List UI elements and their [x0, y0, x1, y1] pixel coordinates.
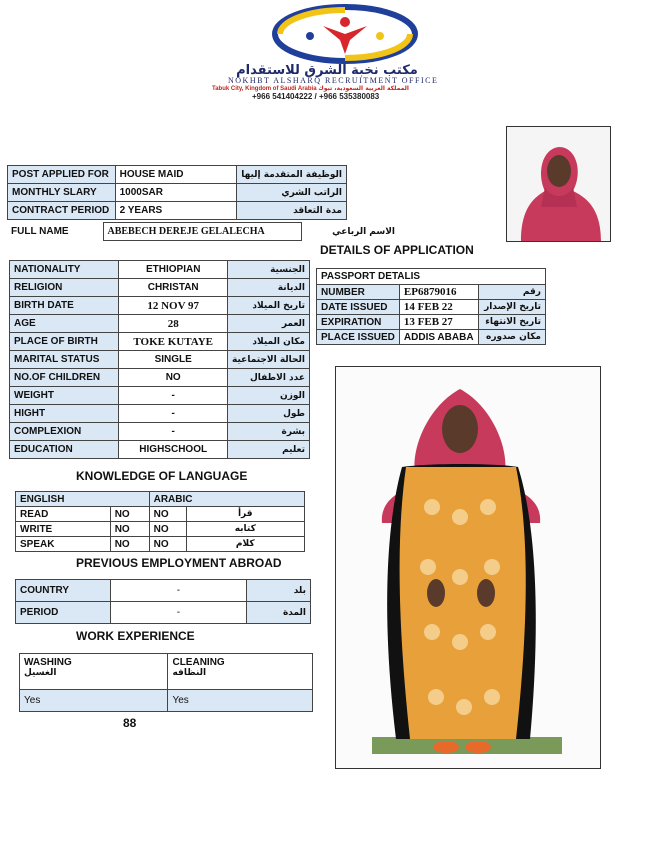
table-row	[16, 602, 311, 624]
full-name-label: FULL NAME	[11, 226, 69, 237]
passport-date-issued-label: DATE ISSUED	[317, 300, 400, 315]
table-row	[317, 269, 546, 285]
table-row	[317, 315, 546, 330]
weight-value: -	[119, 387, 228, 405]
washing-label: WASHING	[24, 657, 72, 668]
portrait-photo	[506, 126, 611, 242]
religion-ar: الديانة	[228, 279, 310, 297]
full-name-value: ABEBECH DEREJE GELALECHA	[103, 223, 301, 241]
cleaning-header	[168, 654, 313, 690]
period-value: -	[110, 602, 246, 624]
job-info-table	[7, 165, 347, 220]
language-speak-english: NO	[110, 537, 149, 552]
language-read-label: READ	[16, 507, 111, 522]
passport-date-issued-value: 14 FEB 22	[399, 300, 478, 315]
work-experience-title: WORK EXPERIENCE	[76, 629, 195, 643]
passport-place-issued-value: ADDIS ABABA	[399, 330, 478, 345]
country-label: COUNTRY	[16, 580, 111, 602]
complexion-label: COMPLEXION	[10, 423, 119, 441]
passport-place-issued-label: PLACE ISSUED	[317, 330, 400, 345]
previous-employment-table	[15, 579, 311, 624]
passport-title: PASSPORT DETALIS	[317, 269, 546, 285]
passport-expiration-label: EXPIRATION	[317, 315, 400, 330]
period-label: PERIOD	[16, 602, 111, 624]
passport-number-ar: رقم	[479, 285, 546, 300]
language-speak-label: SPEAK	[16, 537, 111, 552]
table-row	[10, 333, 310, 351]
language-read-arabic: NO	[149, 507, 186, 522]
office-phones: +966 541404222 / +966 535380083	[252, 92, 380, 101]
passport-table	[316, 268, 546, 345]
hight-value: -	[119, 405, 228, 423]
education-label: EDUCATION	[10, 441, 119, 459]
table-row	[8, 166, 347, 184]
table-row	[16, 492, 305, 507]
language-speak-ar: كلام	[186, 537, 304, 552]
place-of-birth-label: PLACE OF BIRTH	[10, 333, 119, 351]
contract-ar: مدة التعاقد	[237, 202, 347, 220]
contract-value: 2 YEARS	[115, 202, 237, 220]
passport-expiration-value: 13 FEB 27	[399, 315, 478, 330]
country-ar: بلد	[247, 580, 311, 602]
passport-expiration-ar: تاريخ الانتهاء	[479, 315, 546, 330]
no-of-children-label: NO.OF CHILDREN	[10, 369, 119, 387]
passport-number-value: EP6879016	[399, 285, 478, 300]
full-name-ar: الاسم الرباعي	[301, 223, 399, 241]
religion-value: CHRISTAN	[119, 279, 228, 297]
table-row	[16, 507, 305, 522]
table-row	[10, 279, 310, 297]
language-title: KNOWLEDGE OF LANGUAGE	[76, 469, 248, 483]
table-row	[10, 297, 310, 315]
table-row	[16, 580, 311, 602]
office-location-ar: المملكة العربية السعودية، تبوك	[318, 85, 409, 92]
language-write-ar: كتابه	[186, 522, 304, 537]
washing-value: Yes	[20, 690, 168, 712]
birth-date-value: 12 NOV 97	[119, 297, 228, 315]
table-row	[10, 369, 310, 387]
washing-label-ar: الغسيل	[24, 668, 57, 678]
passport-place-issued-ar: مكان صدوره	[479, 330, 546, 345]
language-read-english: NO	[110, 507, 149, 522]
table-row	[8, 184, 347, 202]
washing-header	[20, 654, 168, 690]
marital-status-ar: الحالة الاجتماعية	[228, 351, 310, 369]
no-of-children-value: NO	[119, 369, 228, 387]
passport-date-issued-ar: تاريخ الإصدار	[479, 300, 546, 315]
language-speak-arabic: NO	[149, 537, 186, 552]
birth-date-label: BIRTH DATE	[10, 297, 119, 315]
nationality-value: ETHIOPIAN	[119, 261, 228, 279]
full-body-photo	[335, 366, 601, 769]
table-row	[10, 315, 310, 333]
period-ar: المدة	[247, 602, 311, 624]
education-ar: تعليم	[228, 441, 310, 459]
country-value: -	[110, 580, 246, 602]
post-applied-value: HOUSE MAID	[115, 166, 237, 184]
post-applied-ar: الوظيفة المتقدمة إليها	[237, 166, 347, 184]
table-row	[10, 387, 310, 405]
age-ar: العمر	[228, 315, 310, 333]
complexion-value: -	[119, 423, 228, 441]
table-row	[317, 300, 546, 315]
table-row	[317, 285, 546, 300]
work-experience-table	[19, 653, 313, 712]
cleaning-label-ar: النظافه	[172, 668, 207, 678]
language-write-english: NO	[110, 522, 149, 537]
reference-number: 88	[123, 716, 137, 730]
table-row	[10, 405, 310, 423]
office-logo	[268, 4, 422, 66]
cleaning-value: Yes	[168, 690, 313, 712]
hight-label: HIGHT	[10, 405, 119, 423]
table-row	[20, 654, 313, 690]
table-row	[8, 202, 347, 220]
salary-ar: الراتب الشري	[237, 184, 347, 202]
post-applied-label: POST APPLIED FOR	[8, 166, 116, 184]
table-row	[10, 423, 310, 441]
place-of-birth-value: TOKE KUTAYE	[119, 333, 228, 351]
personal-info-table	[9, 260, 310, 459]
full-name-table	[7, 222, 399, 241]
marital-status-value: SINGLE	[119, 351, 228, 369]
office-name-arabic: مكتب نخبة الشرق للاستقدام	[236, 63, 418, 78]
hight-ar: طول	[228, 405, 310, 423]
details-title: DETAILS OF APPLICATION	[320, 243, 474, 257]
table-row	[16, 537, 305, 552]
contract-label: CONTRACT PERIOD	[8, 202, 116, 220]
table-row	[10, 441, 310, 459]
language-write-label: WRITE	[16, 522, 111, 537]
no-of-children-ar: عدد الاطفال	[228, 369, 310, 387]
religion-label: RELIGION	[10, 279, 119, 297]
salary-label: MONTHLY SLARY	[8, 184, 116, 202]
table-row	[7, 223, 399, 241]
place-of-birth-ar: مكان الميلاد	[228, 333, 310, 351]
table-row	[317, 330, 546, 345]
salary-value: 1000SAR	[115, 184, 237, 202]
office-location	[212, 85, 492, 92]
table-row	[16, 522, 305, 537]
weight-ar: الوزن	[228, 387, 310, 405]
nationality-ar: الجنسية	[228, 261, 310, 279]
passport-number-label: NUMBER	[317, 285, 400, 300]
table-row	[10, 351, 310, 369]
language-read-ar: قرأ	[186, 507, 304, 522]
marital-status-label: MARITAL STATUS	[10, 351, 119, 369]
weight-label: WEIGHT	[10, 387, 119, 405]
nationality-label: NATIONALITY	[10, 261, 119, 279]
birth-date-ar: تاريخ الميلاد	[228, 297, 310, 315]
complexion-ar: بشرة	[228, 423, 310, 441]
language-table	[15, 491, 305, 552]
language-write-arabic: NO	[149, 522, 186, 537]
office-location-en: Tabuk City, Kingdom of Saudi Arabia	[212, 86, 317, 92]
age-label: AGE	[10, 315, 119, 333]
table-row	[10, 261, 310, 279]
cleaning-label: CLEANING	[172, 657, 225, 668]
language-col-english: ENGLISH	[16, 492, 150, 507]
age-value: 28	[119, 315, 228, 333]
language-col-arabic: ARABIC	[149, 492, 304, 507]
previous-employment-title: PREVIOUS EMPLOYMENT ABROAD	[76, 556, 282, 570]
office-name-english: NOKHBT ALSHARQ RECRUITMENT OFFICE	[228, 76, 439, 85]
table-row	[20, 690, 313, 712]
education-value: HIGHSCHOOL	[119, 441, 228, 459]
